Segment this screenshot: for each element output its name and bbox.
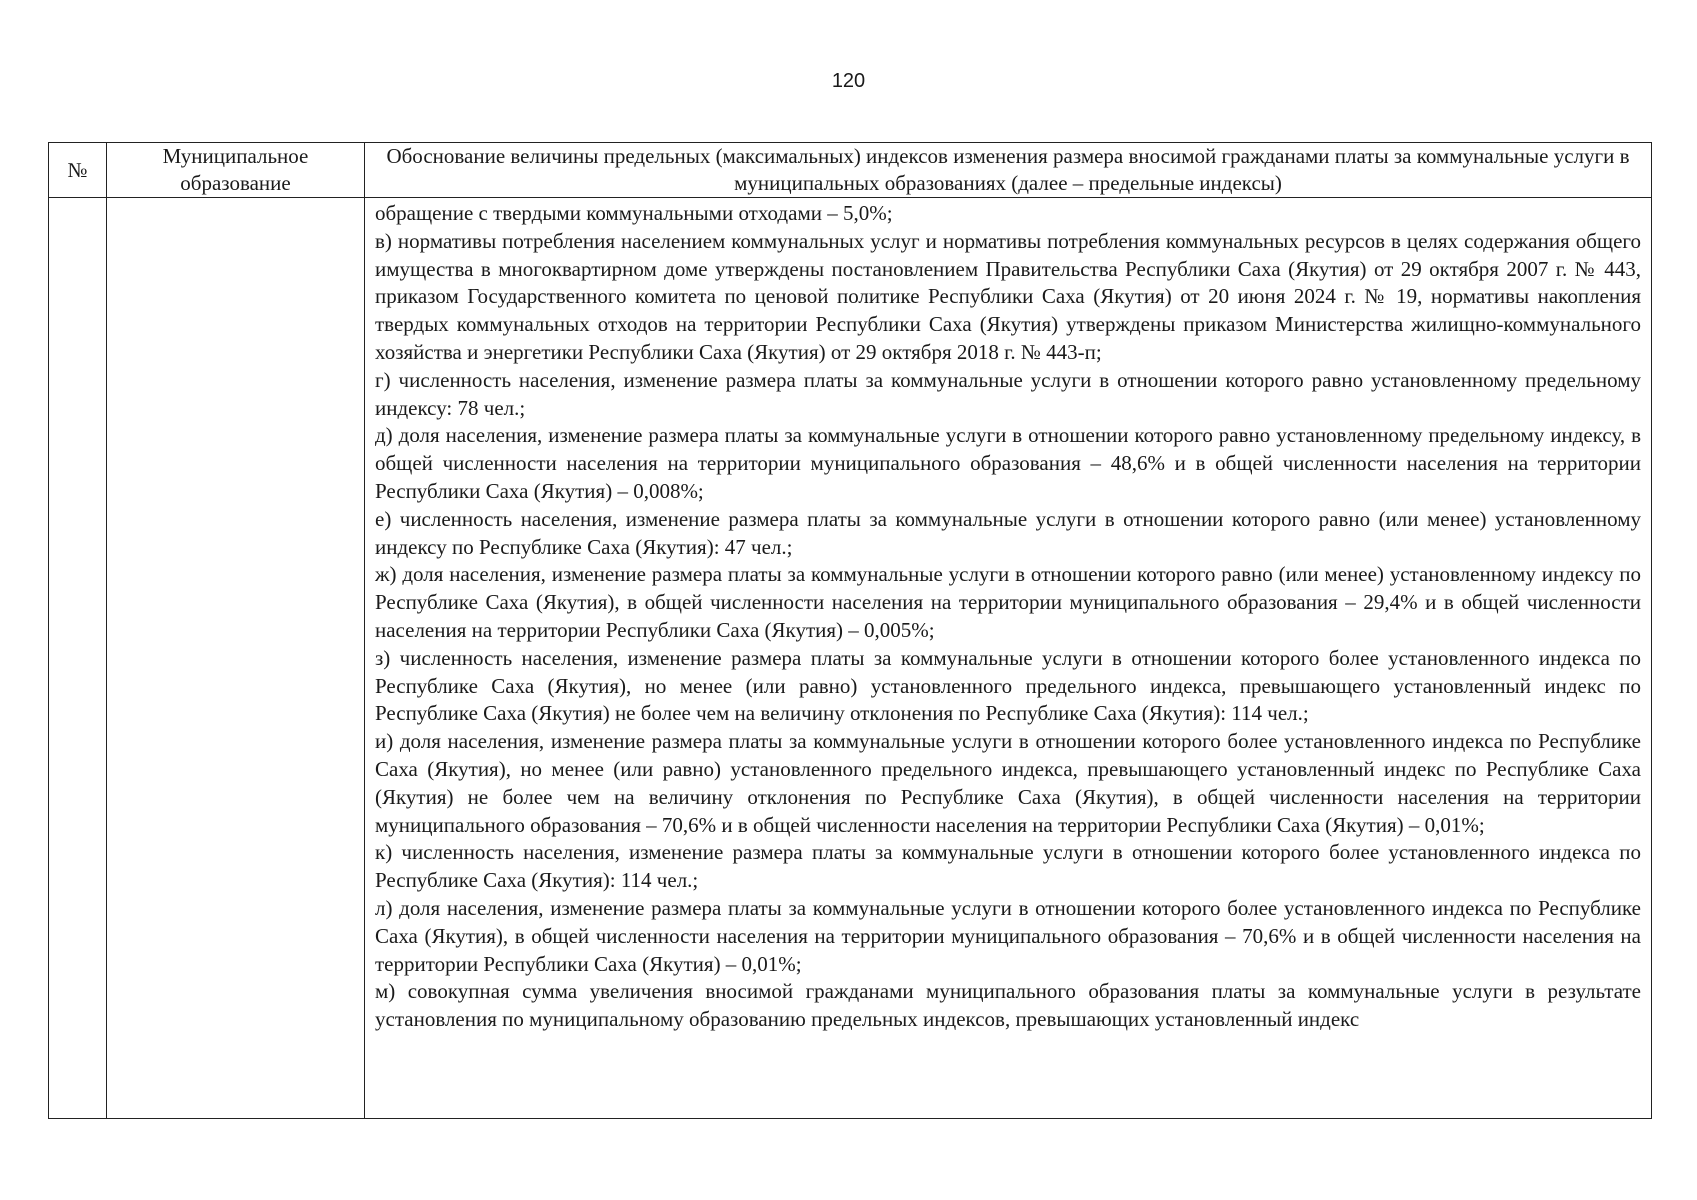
paragraph-d-share-equal: д) доля населения, изменение размера платы за коммунальные услуги в отношении которого равно установленному предельному индексу, в общей численности населения на территории муниципального образования – 48,6% и в общей численности населения на территории Республики Саха (Якутия) – 0,008%; bbox=[375, 423, 1641, 503]
paragraph-zh-share-below: ж) доля населения, изменение размера платы за коммунальные услуги в отношении которого равно (или менее) установленному индексу по Республике Саха (Якутия), в общей численности населения на территории муниципального образования – 29,4% и в общей численности населения на территории Республики Саха (Якутия) – 0,005%; bbox=[375, 562, 1641, 642]
table-header-row bbox=[49, 143, 1652, 198]
page-number: 120 bbox=[831, 70, 866, 92]
header-justification: Обоснование величины предельных (максимальных) индексов изменения размера вносимой гражданами платы за коммунальные услуги в муниципальных образованиях (далее – предельные индексы) bbox=[365, 143, 1652, 198]
row-justification-cell bbox=[365, 198, 1652, 1119]
paragraph-e-population-below: е) численность населения, изменение размера платы за коммунальные услуги в отношении которого равно (или менее) установленному индексу по Республике Саха (Якутия): 47 чел.; bbox=[375, 506, 1641, 559]
row-number-cell bbox=[49, 198, 107, 1119]
paragraph-m-total-increase: м) совокупная сумма увеличения вносимой гражданами муниципального образования платы за коммунальные услуги в результате установления по муниципальному образованию предельных индексов, превышающих установленный индекс bbox=[375, 979, 1641, 1032]
justification-table bbox=[48, 142, 1652, 1119]
paragraph-l-share-above: л) доля населения, изменение размера платы за коммунальные услуги в отношении которого более установленного индекса по Республике Саха (Якутия), в общей численности населения на территории муниципального образования – 70,6% и в общей численности населения на территории Республики Саха (Якутия) – 0,01%; bbox=[375, 895, 1641, 976]
header-number: № bbox=[49, 143, 107, 198]
paragraph-k-population-above: к) численность населения, изменение размера платы за коммунальные услуги в отношении которого более установленного индекса по Республике Саха (Якутия): 114 чел.; bbox=[375, 840, 1641, 893]
paragraph-i-share-within: и) доля населения, изменение размера платы за коммунальные услуги в отношении которого более установленного индекса по Республике Саха (Якутия), но менее (или равно) установленного предельного индекса, превышающего установленный индекс по Республике Саха (Якутия) не более чем на величину отклонения по Республике Саха (Якутия), в общей численности населения на территории муниципального образования – 70,6% и в общей численности населения на территории Республики Саха (Якутия) – 0,01%; bbox=[375, 729, 1641, 837]
paragraph-v-norms: в) нормативы потребления населением коммунальных услуг и нормативы потребления коммунальных ресурсов в целях содержания общего имущества в многоквартирном доме утверждены постановлением Правительства Республики Саха (Якутия) от 29 октября 2007 г. № 443, приказом Государственного комитета по ценовой политике Республики Саха (Якутия) от 20 июня 2024 г. № 19, нормативы накопления твердых коммунальных отходов на территории Республики Саха (Якутия) утверждены приказом Министерства жилищно-коммунального хозяйства и энергетики Республики Саха (Якутия) от 29 октября 2018 г. № 443-п; bbox=[375, 228, 1641, 364]
paragraph-waste-rate: обращение с твердыми коммунальными отходами – 5,0%; bbox=[375, 201, 893, 225]
table-row bbox=[49, 198, 1652, 1119]
row-municipality-cell bbox=[107, 198, 365, 1119]
header-municipality: Муниципальное образование bbox=[107, 143, 365, 198]
paragraph-z-population-within: з) численность населения, изменение размера платы за коммунальные услуги в отношении которого более установленного индекса по Республике Саха (Якутия), но менее (или равно) установленного предельного индекса, превышающего установленный индекс по Республике Саха (Якутия) не более чем на величину отклонения по Республике Саха (Якутия): 114 чел.; bbox=[375, 645, 1641, 726]
paragraph-g-population-equal: г) численность населения, изменение размера платы за коммунальные услуги в отношении которого равно установленному предельному индексу: 78 чел.; bbox=[375, 367, 1641, 420]
